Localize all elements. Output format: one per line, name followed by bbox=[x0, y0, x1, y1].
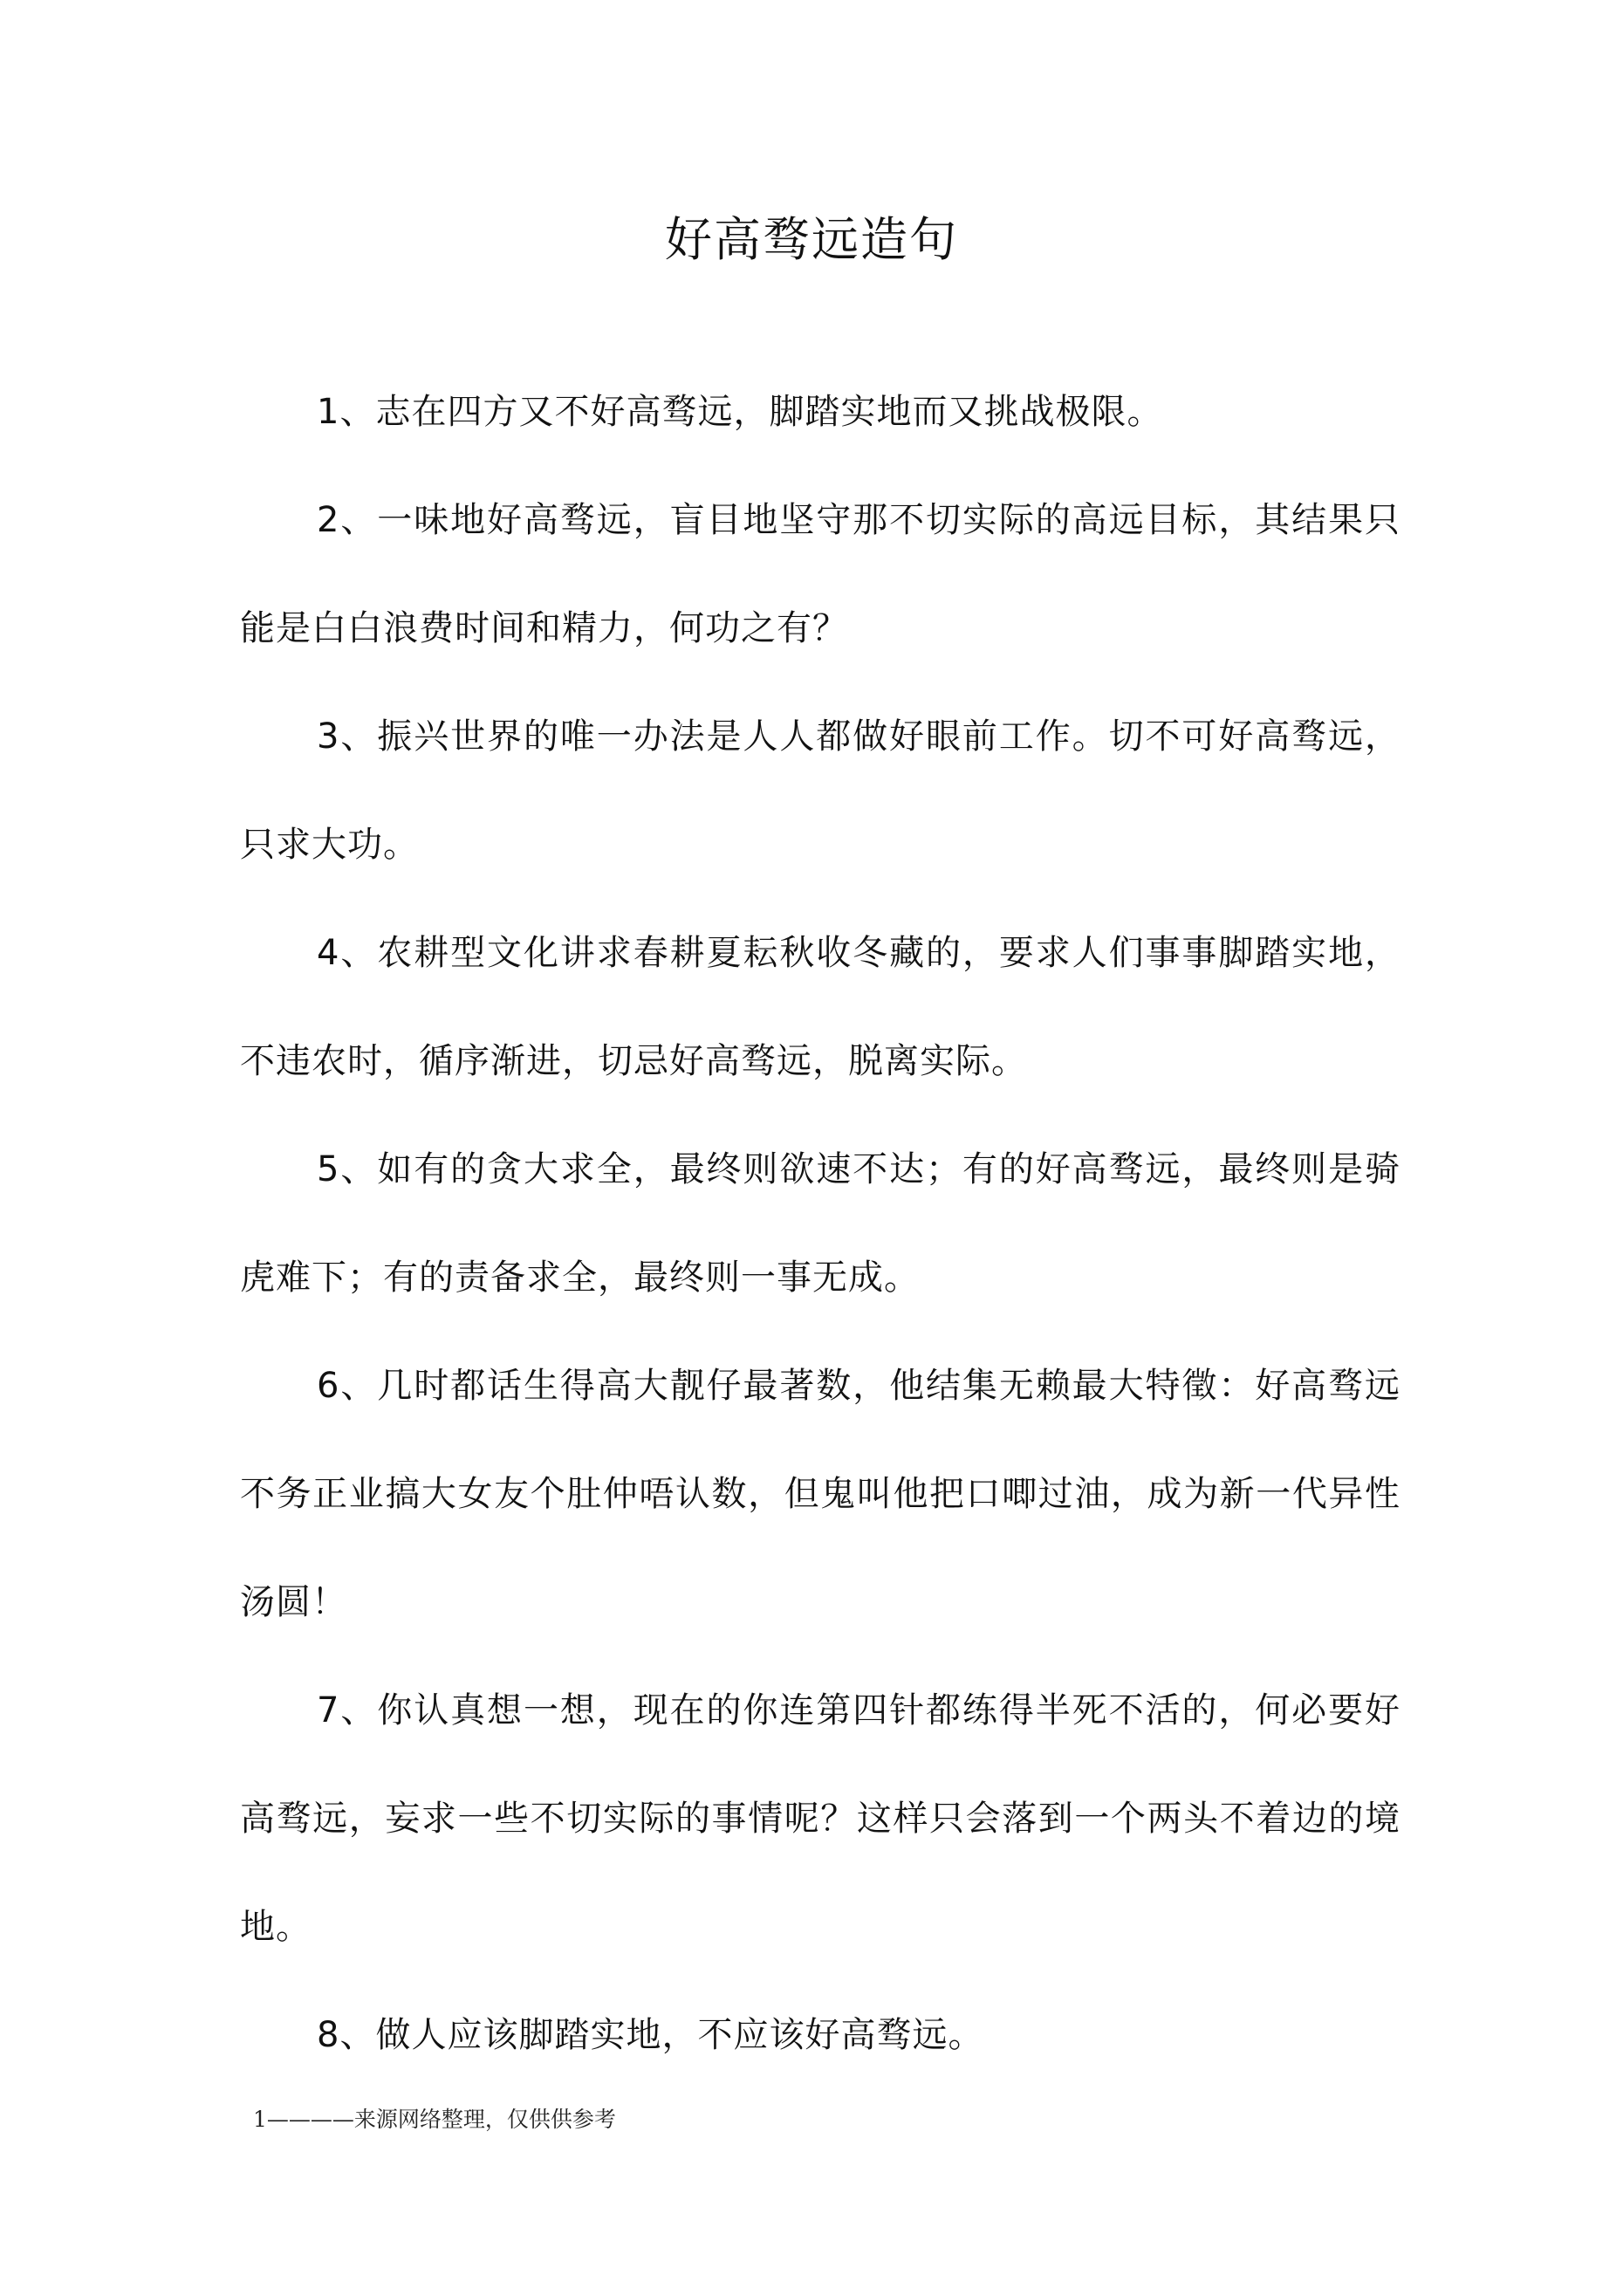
sentence-paragraph: 7、你认真想一想，现在的你连第四针都练得半死不活的，何必要好高骛远，妄求一些不切实际的事情呢？这样只会落到一个两头不着边的境地。 bbox=[240, 1690, 1400, 1947]
page-footer: 1————来源网络整理，仅供供参考 bbox=[253, 2107, 616, 2132]
sentence-paragraph: 4、农耕型文化讲求春耕夏耘秋收冬藏的，要求人们事事脚踏实地，不违农时，循序渐进，切忌好高骛远，脱离实际。 bbox=[240, 933, 1400, 1081]
sentence-paragraph: 6、几时都话生得高大靓仔最著数，他结集无赖最大特徵：好高骛远不务正业搞大女友个肚仲唔认数，但鬼叫他把口唧过油，成为新一代异性汤圆！ bbox=[240, 1366, 1400, 1622]
document-title: 好高骛远造句 bbox=[665, 212, 958, 267]
sentence-paragraph: 3、振兴世界的唯一办法是人人都做好眼前工作。切不可好高骛远，只求大功。 bbox=[240, 716, 1400, 865]
document-body bbox=[240, 358, 1400, 2089]
sentence-paragraph: 5、如有的贪大求全，最终则欲速不达；有的好高骛远，最终则是骑虎难下；有的责备求全，最终则一事无成。 bbox=[240, 1149, 1400, 1298]
sentence-paragraph: 1、志在四方又不好高骛远，脚踏实地而又挑战极限。 bbox=[317, 392, 1163, 432]
sentence-paragraph: 8、做人应该脚踏实地，不应该好高骛远。 bbox=[317, 2015, 984, 2055]
sentence-paragraph: 2、一味地好高骛远，盲目地坚守那不切实际的高远目标，其结果只能是白白浪费时间和精力，何功之有？ bbox=[240, 500, 1400, 648]
